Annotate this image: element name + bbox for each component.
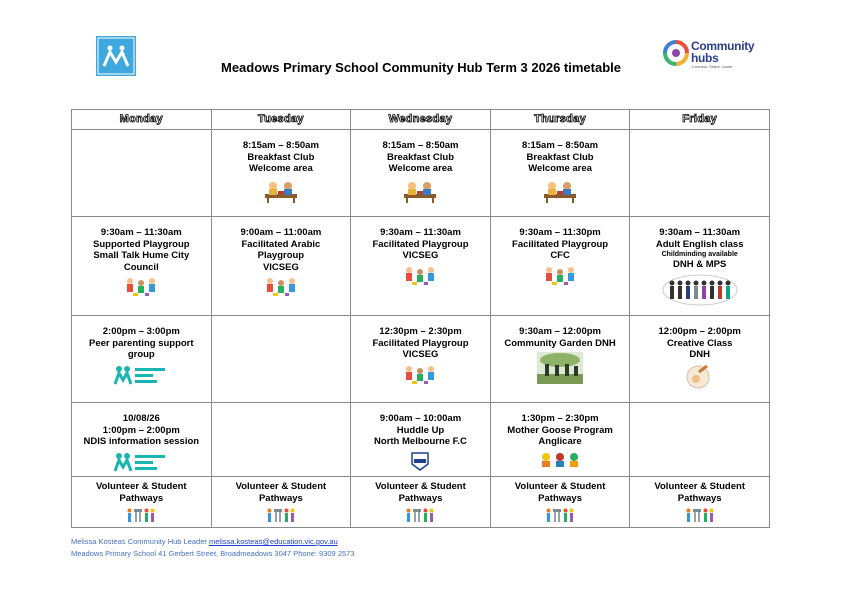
cell-content bbox=[491, 316, 630, 388]
playgroup-icon bbox=[72, 276, 211, 302]
timetable-cell-tuesday bbox=[211, 316, 351, 403]
cell-line: Volunteer & Student bbox=[654, 481, 745, 492]
cell-line: Facilitated Playgroup bbox=[372, 337, 469, 349]
breakfast-icon bbox=[351, 178, 490, 208]
cell-line: Pathways bbox=[258, 492, 303, 504]
cell-content bbox=[491, 477, 630, 527]
craft-icon bbox=[630, 364, 769, 394]
timetable-cell-thursday bbox=[490, 130, 630, 217]
timetable-cell-tuesday bbox=[211, 130, 351, 217]
timetable-row bbox=[72, 316, 770, 403]
cell-line: Facilitated Playgroup bbox=[372, 238, 469, 250]
cell-content bbox=[72, 316, 211, 389]
timetable-cell-friday bbox=[630, 130, 770, 217]
cell-line: Pathways bbox=[398, 492, 443, 504]
footer-contact-text: Melissa Kosteas Community Hub Leader bbox=[71, 537, 209, 546]
playgroup-icon bbox=[351, 364, 490, 390]
cell-content bbox=[72, 477, 211, 527]
timetable-cell-monday bbox=[72, 130, 212, 217]
timetable-header-row bbox=[72, 110, 770, 130]
timetable-cell-friday bbox=[630, 316, 770, 403]
mackillop-logo-icon bbox=[72, 364, 211, 390]
cell-line: Volunteer & Student bbox=[375, 481, 466, 492]
cell-line: 9:00am – 11:00am bbox=[240, 227, 322, 238]
cell-content bbox=[630, 217, 769, 309]
cell-line: 9:30am – 12:00pm bbox=[519, 326, 601, 337]
day-header-tuesday: Tuesday bbox=[211, 110, 351, 130]
day-header-wednesday: Wednesday bbox=[351, 110, 491, 130]
timetable bbox=[71, 109, 770, 528]
cell-line: 1:00pm – 2:00pm bbox=[102, 424, 180, 436]
cell-line: Huddle Up bbox=[396, 424, 445, 436]
cell-content bbox=[630, 316, 769, 393]
timetable-row bbox=[72, 403, 770, 477]
timetable-cell-monday bbox=[72, 403, 212, 477]
timetable-cell-friday bbox=[630, 217, 770, 316]
pathways-icon bbox=[630, 507, 769, 527]
community-hubs-tagline: Connect. Share. Learn. bbox=[692, 64, 734, 69]
cell-line: 9:30am – 11:30am bbox=[380, 227, 461, 238]
timetable-cell-thursday bbox=[490, 316, 630, 403]
cell-line: Anglicare bbox=[538, 436, 582, 447]
cell-content bbox=[212, 477, 351, 527]
cell-content bbox=[491, 217, 630, 290]
garden-icon bbox=[491, 352, 630, 388]
timetable-cell-wednesday bbox=[351, 316, 491, 403]
timetable-row bbox=[72, 217, 770, 316]
timetable-cell-monday bbox=[72, 477, 212, 528]
page-title: Meadows Primary School Community Hub Term 3 2026 timetable bbox=[221, 60, 621, 75]
childminding-note: Childminding available bbox=[661, 251, 738, 258]
pathways-icon bbox=[491, 507, 630, 527]
cell-line: Pathways bbox=[538, 492, 582, 504]
cell-line: CFC bbox=[550, 250, 570, 261]
playgroup-icon bbox=[491, 265, 630, 291]
breakfast-icon bbox=[212, 178, 351, 208]
timetable-cell-friday bbox=[630, 403, 770, 477]
footer-address: Meadows Primary School 41 Gerbert Street, Broadmeadows 3047 Phone: 9309 2573 bbox=[71, 549, 355, 558]
cell-line: Pathways bbox=[677, 492, 722, 504]
cell-line: Small Talk Hume City bbox=[93, 250, 190, 261]
mother-goose-icon bbox=[491, 451, 630, 473]
cell-line: Council bbox=[123, 261, 159, 273]
breakfast-icon bbox=[491, 178, 630, 208]
cell-line: 12:00pm – 2:00pm bbox=[658, 326, 741, 337]
cell-line: Peer parenting support bbox=[89, 337, 194, 349]
timetable-cell-tuesday bbox=[211, 403, 351, 477]
day-header-monday: Monday bbox=[72, 110, 212, 130]
cell-line: Volunteer & Student bbox=[514, 481, 606, 492]
cell-line: Facilitated Arabic bbox=[241, 238, 321, 250]
timetable-cell-thursday bbox=[490, 217, 630, 316]
cell-line: Breakfast Club bbox=[526, 151, 594, 163]
cell-line: Breakfast Club bbox=[247, 151, 315, 163]
timetable-cell-wednesday bbox=[351, 130, 491, 217]
cell-line: Breakfast Club bbox=[386, 151, 455, 163]
timetable-cell-wednesday bbox=[351, 403, 491, 477]
cell-line: Facilitated Playgroup bbox=[512, 238, 609, 250]
cell-content bbox=[630, 477, 769, 527]
cell-content bbox=[72, 130, 211, 140]
community-hubs-line1: Community bbox=[691, 39, 755, 53]
cell-content bbox=[351, 316, 490, 389]
cell-line: 9:30am – 11:30pm bbox=[519, 227, 601, 238]
cell-content bbox=[630, 403, 769, 413]
timetable-cell-monday bbox=[72, 217, 212, 316]
cell-content bbox=[630, 130, 769, 140]
cell-content bbox=[351, 403, 490, 474]
cell-line: NDIS information session bbox=[83, 436, 200, 447]
timetable-cell-thursday bbox=[490, 403, 630, 477]
cell-line: 9:30am – 11:30am bbox=[659, 227, 741, 238]
cell-content bbox=[351, 477, 490, 527]
cell-line: Community Garden DNH bbox=[504, 337, 616, 349]
cell-line: VICSEG bbox=[402, 250, 439, 261]
cell-content bbox=[72, 403, 211, 476]
cell-line: Welcome area bbox=[528, 163, 592, 174]
cell-content bbox=[212, 316, 351, 326]
cell-content bbox=[351, 130, 490, 207]
timetable-cell-monday bbox=[72, 316, 212, 403]
cell-line: Adult English class bbox=[655, 238, 744, 250]
people-group-icon bbox=[630, 274, 769, 310]
cell-line: 1:30pm – 2:30pm bbox=[521, 413, 599, 424]
timetable-cell-wednesday bbox=[351, 217, 491, 316]
cell-line: Volunteer & Student bbox=[235, 481, 327, 492]
cell-line: North Melbourne F.C bbox=[374, 436, 467, 447]
pathways-icon bbox=[72, 507, 211, 527]
cell-line: VICSEG bbox=[402, 349, 439, 360]
cell-line: Welcome area bbox=[249, 163, 313, 174]
cell-line: 12:30pm – 2:30pm bbox=[379, 326, 462, 337]
cell-content bbox=[491, 403, 630, 472]
cell-line: Mother Goose Program bbox=[507, 424, 613, 436]
cell-line: VICSEG bbox=[262, 261, 299, 273]
cell-line: DNH & MPS bbox=[673, 259, 727, 270]
huddle-logo-icon bbox=[351, 451, 490, 475]
cell-content bbox=[212, 403, 351, 413]
cell-content bbox=[491, 130, 630, 207]
day-header-thursday: Thursday bbox=[490, 110, 630, 130]
pathways-icon bbox=[212, 507, 351, 527]
mackillop-logo-icon bbox=[72, 451, 211, 477]
cell-content bbox=[72, 217, 211, 302]
pathways-icon bbox=[351, 507, 490, 527]
timetable-row bbox=[72, 477, 770, 528]
cell-line: 8:15am – 8:50am bbox=[242, 140, 319, 151]
community-hubs-line2: hubs bbox=[691, 51, 719, 65]
cell-line: Playgroup bbox=[257, 250, 305, 261]
cell-line: 2:00pm – 3:00pm bbox=[102, 326, 180, 337]
cell-line: Pathways bbox=[119, 492, 164, 504]
cell-line: Supported Playgroup bbox=[93, 238, 190, 250]
cell-content bbox=[212, 217, 351, 302]
cell-content bbox=[212, 130, 351, 207]
cell-line: Volunteer & Student bbox=[95, 481, 187, 492]
cell-line: 10/08/26 bbox=[122, 413, 160, 424]
day-header-friday: Friday bbox=[630, 110, 770, 130]
timetable-cell-wednesday bbox=[351, 477, 491, 528]
footer-contact bbox=[71, 537, 338, 546]
cell-line: 9:30am – 11:30am bbox=[100, 227, 182, 238]
cell-line: 8:15am – 8:50am bbox=[522, 140, 599, 151]
timetable-cell-thursday bbox=[490, 477, 630, 528]
cell-line: 9:00am – 10:00am bbox=[379, 413, 462, 424]
cell-content bbox=[351, 217, 490, 290]
timetable-cell-tuesday bbox=[211, 217, 351, 316]
timetable-cell-tuesday bbox=[211, 477, 351, 528]
cell-line: Welcome area bbox=[388, 163, 453, 174]
cell-line: DNH bbox=[689, 349, 710, 360]
cell-line: 8:15am – 8:50am bbox=[382, 140, 459, 151]
cell-line: Creative Class bbox=[666, 337, 733, 349]
playgroup-icon bbox=[351, 265, 490, 291]
cell-line: group bbox=[127, 349, 155, 360]
timetable-cell-friday bbox=[630, 477, 770, 528]
footer-email-link[interactable]: melissa.kosteas@education.vic.gov.au bbox=[208, 537, 338, 546]
playgroup-icon bbox=[212, 276, 351, 302]
timetable-row bbox=[72, 130, 770, 217]
